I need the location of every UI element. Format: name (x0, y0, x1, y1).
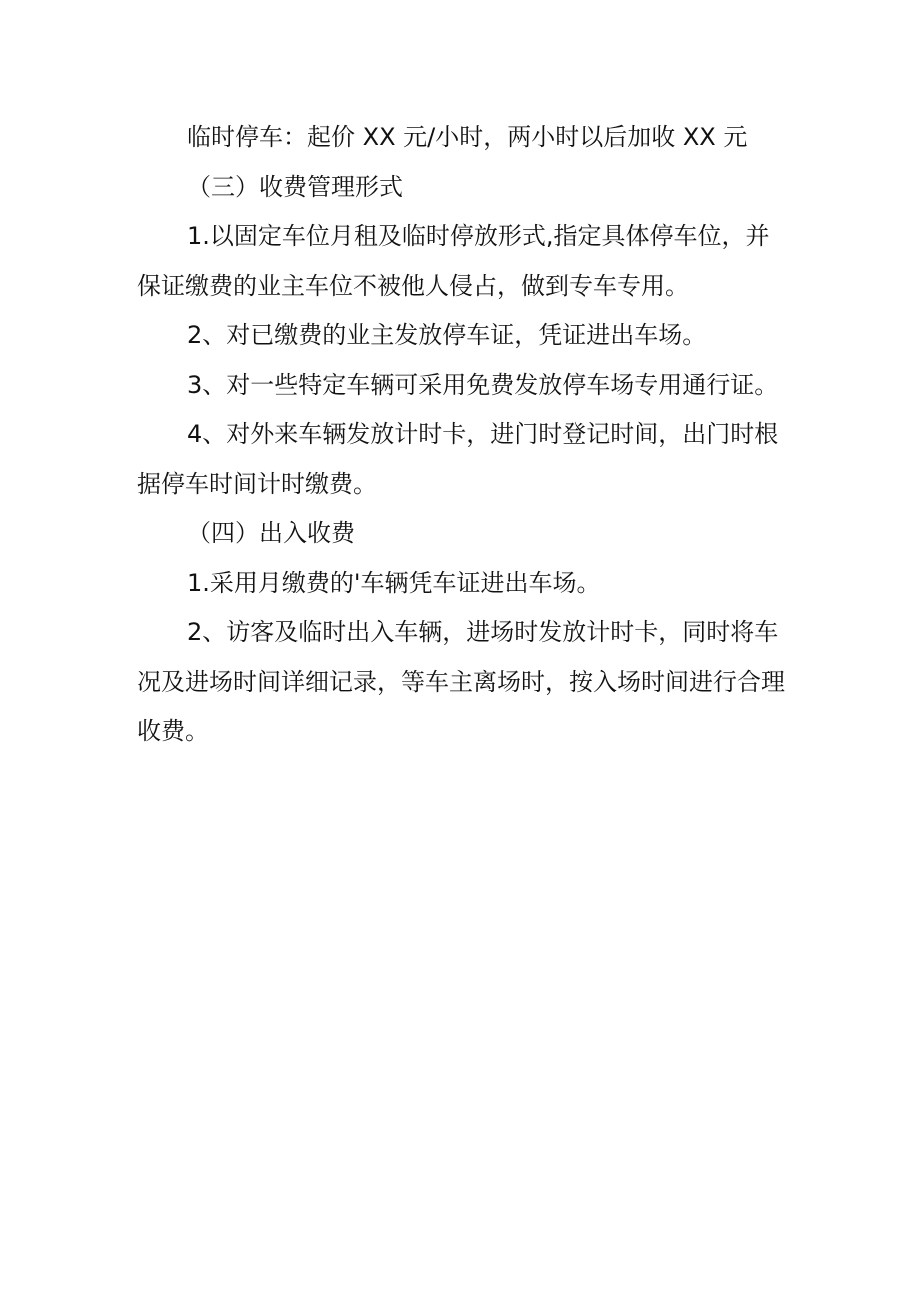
document-body (137, 113, 787, 757)
paragraph-temporary-parking-rate: 临时停车：起价 XX 元/小时，两小时以后加收 XX 元 (187, 123, 748, 151)
paragraph-timed-card: 4、对外来车辆发放计时卡，进门时登记时间，出门时根据停车时间计时缴费。 (137, 420, 779, 498)
paragraph-monthly-pass: 1.采用月缴费的'车辆凭车证进出车场。 (187, 568, 601, 597)
paragraph-parking-permit: 2、对已缴费的业主发放停车证，凭证进出车场。 (187, 321, 707, 349)
section-heading-entry-exit-fees: （四）出入收费 (187, 519, 355, 547)
paragraph-free-pass: 3、对一些特定车辆可采用免费发放停车场专用通行证。 (187, 370, 779, 399)
paragraph-fixed-space-rental: 1.以固定车位月租及临时停放形式,指定具体停车位，并保证缴费的业主车位不被他人侵占，做到专车专用。 (137, 222, 770, 300)
paragraph-visitor-charging: 2、访客及临时出入车辆，进场时发放计时卡，同时将车况及进场时间详细记录，等车主离场时，按入场时间进行合理收费。 (137, 618, 785, 745)
section-heading-fee-management: （三）收费管理形式 (187, 172, 403, 201)
